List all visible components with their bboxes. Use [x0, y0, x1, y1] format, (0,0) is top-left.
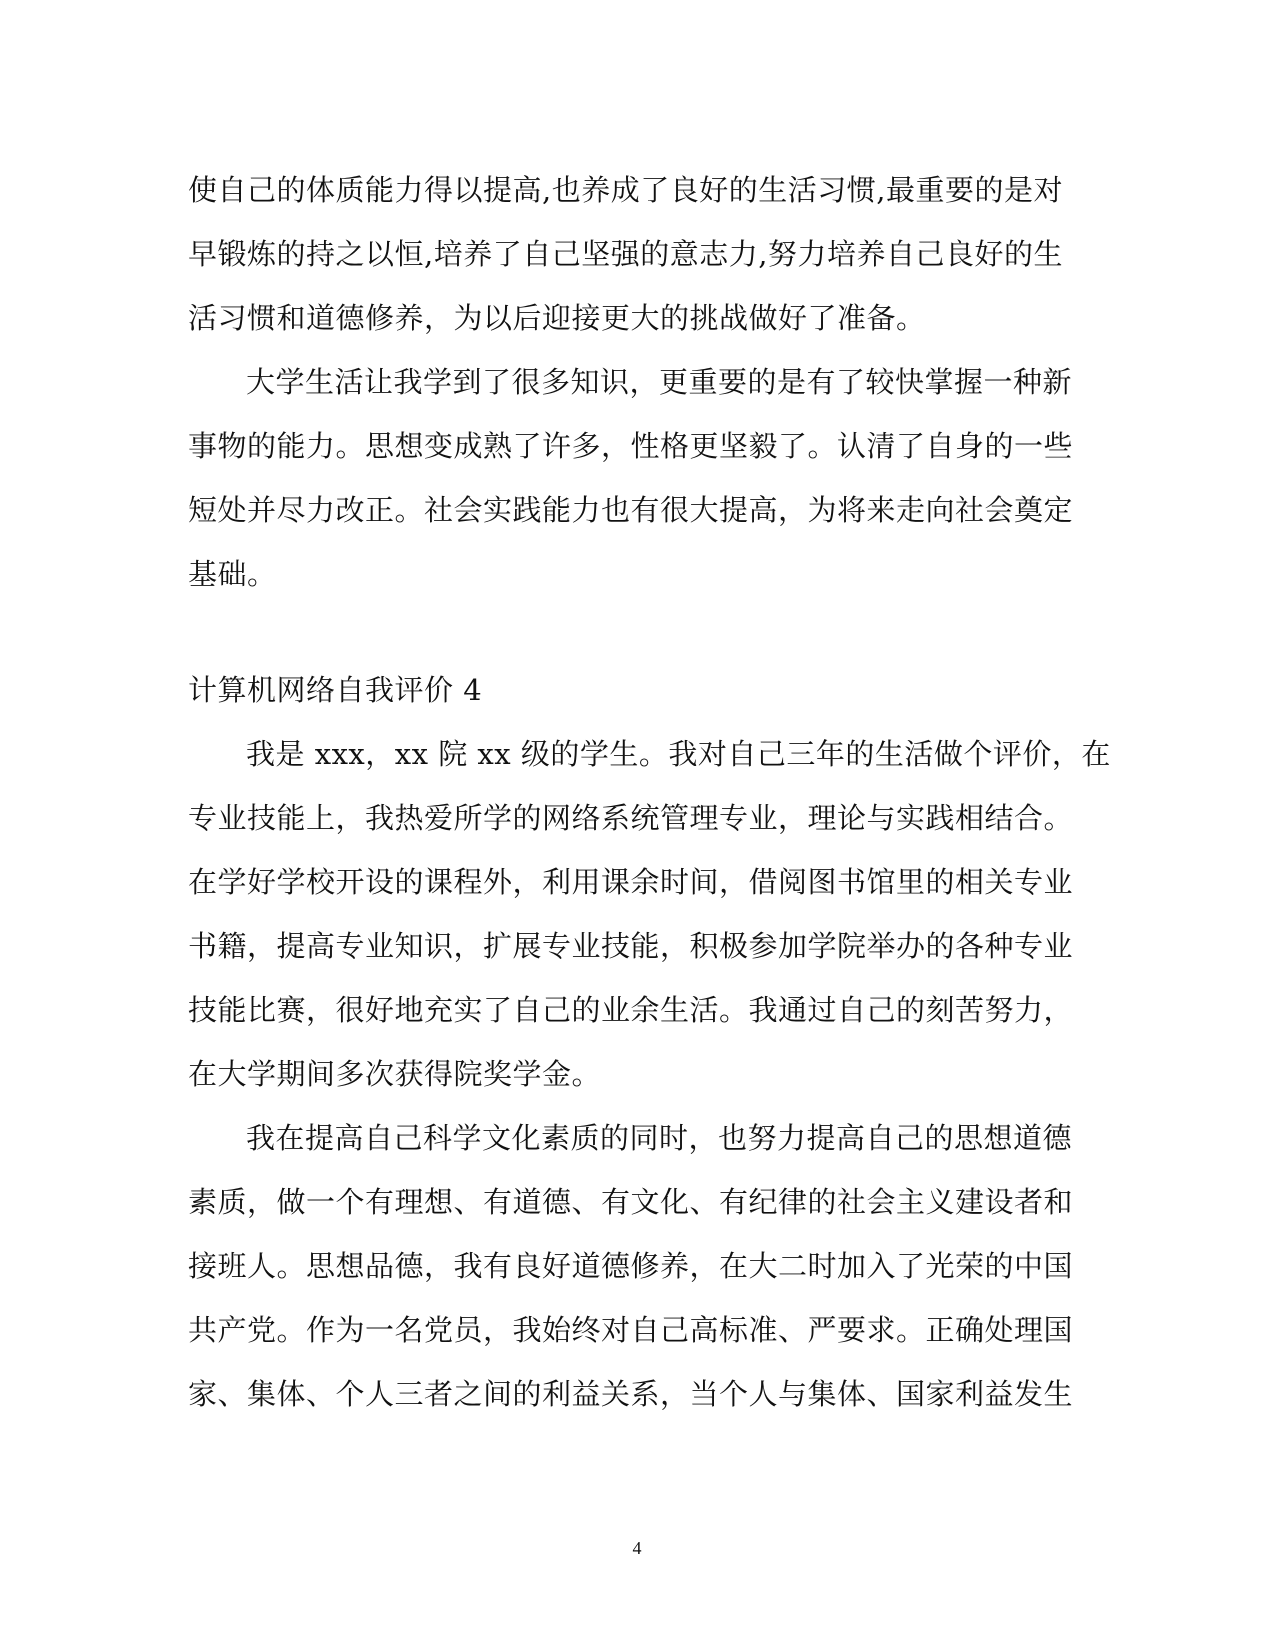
- text-line: 大学生活让我学到了很多知识，更重要的是有了较快掌握一种新: [246, 365, 1073, 399]
- text-line: 使自己的体质能力得以提高,也养成了良好的生活习惯,最重要的是对: [188, 173, 1063, 207]
- document-body: [188, 158, 1111, 1426]
- text-line: 共产党。作为一名党员，我始终对自己高标准、严要求。正确处理国: [188, 1313, 1074, 1347]
- text-line: 早锻炼的持之以恒,培养了自己坚强的意志力,努力培养自己良好的生: [188, 237, 1063, 271]
- text-line: 接班人。思想品德，我有良好道德修养，在大二时加入了光荣的中国: [188, 1249, 1074, 1283]
- text-line: 短处并尽力改正。社会实践能力也有很大提高，为将来走向社会奠定: [188, 493, 1074, 527]
- text-line: 我是 xxx，xx 院 xx 级的学生。我对自己三年的生活做个评价，在: [246, 737, 1111, 771]
- text-line: 素质，做一个有理想、有道德、有文化、有纪律的社会主义建设者和: [188, 1185, 1074, 1219]
- text-line: 书籍，提高专业知识，扩展专业技能，积极参加学院举办的各种专业: [188, 929, 1074, 963]
- text-line: 我在提高自己科学文化素质的同时，也努力提高自己的思想道德: [246, 1121, 1073, 1155]
- text-line: 事物的能力。思想变成熟了许多，性格更坚毅了。认清了自身的一些: [188, 429, 1074, 463]
- text-line: 专业技能上，我热爱所学的网络系统管理专业，理论与实践相结合。: [188, 801, 1074, 835]
- paragraph-university-life: [188, 350, 1078, 606]
- text-line: 技能比赛，很好地充实了自己的业余生活。我通过自己的刻苦努力，: [188, 993, 1074, 1027]
- text-line: 家、集体、个人三者之间的利益关系，当个人与集体、国家利益发生: [188, 1377, 1074, 1411]
- text-line: 基础。: [188, 557, 277, 591]
- text-line: 在学好学校开设的课程外，利用课余时间，借阅图书馆里的相关专业: [188, 865, 1074, 899]
- text-line: 在大学期间多次获得院奖学金。: [188, 1057, 602, 1091]
- section-gap: [188, 606, 1078, 658]
- text-line: 活习惯和道德修养，为以后迎接更大的挑战做好了准备。: [188, 301, 926, 335]
- paragraph-introduction: [188, 722, 1111, 1106]
- section-heading: 计算机网络自我评价 4: [188, 673, 483, 707]
- page-number: 4: [632, 1538, 642, 1558]
- paragraph-continuation: [188, 158, 1078, 350]
- paragraph-moral-quality: [188, 1106, 1078, 1426]
